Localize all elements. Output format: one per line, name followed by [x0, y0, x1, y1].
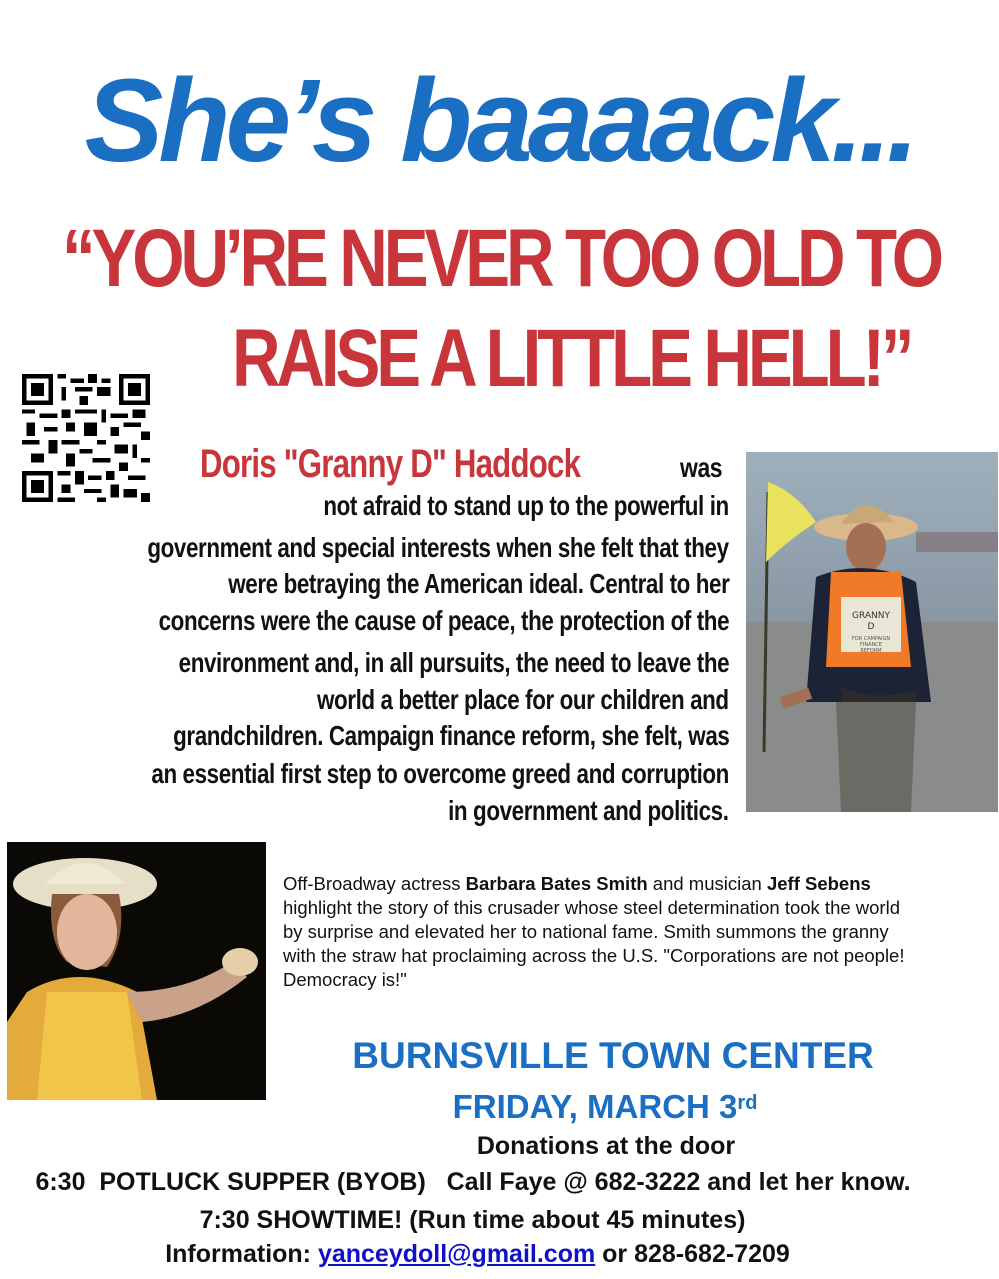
promo-rest: highlight the story of this crusader whose steel determination took the world by surprise and elevated her to national fame. Smith summons the granny with the straw hat proclaiming across the U.S. "Corporations are not people! Democracy is!" [283, 897, 905, 990]
promo-prefix: Off-Broadway actress [283, 873, 466, 894]
quote-line-2: RAISE A LITTLE HELL!” [232, 313, 911, 404]
bio-line: in government and politics. [448, 795, 729, 826]
granny-d-walking-photo [746, 452, 998, 812]
event-date [0, 1088, 999, 1126]
showtime: 7:30 SHOWTIME! (Run time about 45 minutes) [199, 1206, 746, 1234]
quote-line-1: “YOU’RE NEVER TOO OLD TO [62, 213, 940, 304]
bio-name: Doris "Granny D" Haddock [200, 442, 581, 486]
email-link[interactable]: yanceydoll@gmail.com [317, 1240, 596, 1268]
bio-line: world a better place for our children and [317, 684, 729, 715]
donations: Donations at the door [476, 1132, 736, 1160]
bio-line: environment and, in all pursuits, the need to leave the [178, 647, 729, 678]
information-line [0, 1240, 955, 1269]
qr-code[interactable] [22, 374, 150, 502]
actress-name: Barbara Bates Smith [465, 873, 648, 894]
sign-finance: FINANCE [860, 642, 882, 648]
bio-line: grandchildren. Campaign finance reform, she felt, was [172, 720, 729, 751]
sign-for-campaign: FOR CAMPAIGN [851, 636, 891, 642]
event-date-suffix: rd [737, 1092, 758, 1114]
musician-name: Jeff Sebens [766, 873, 871, 894]
bio-line: an essential first step to overcome greed and corruption [151, 758, 729, 789]
sign-granny: GRANNY [852, 611, 890, 621]
info-label: Information: [165, 1240, 318, 1268]
bio-line: government and special interests when she felt that they [147, 532, 729, 563]
promo-middle: and musician [647, 873, 767, 894]
sign-d: D [867, 622, 875, 632]
sign-reform: REFORM [860, 648, 882, 654]
info-suffix: or 828-682-7209 [595, 1240, 790, 1268]
bio-line: not afraid to stand up to the powerful in [323, 490, 729, 521]
bio-line: were betraying the American ideal. Central to her [227, 568, 729, 599]
headline: She’s baaaack... [84, 55, 915, 187]
promo-paragraph [283, 872, 923, 992]
bio-line: concerns were the cause of peace, the protection of the [158, 605, 729, 636]
potluck: 6:30 POTLUCK SUPPER (BYOB) Call Faye @ 682-3222 and let her know. [35, 1168, 911, 1196]
event-date-text: FRIDAY, MARCH 3 [452, 1088, 738, 1125]
venue: BURNSVILLE TOWN CENTER [352, 1035, 874, 1076]
bio-was: was [680, 452, 723, 483]
